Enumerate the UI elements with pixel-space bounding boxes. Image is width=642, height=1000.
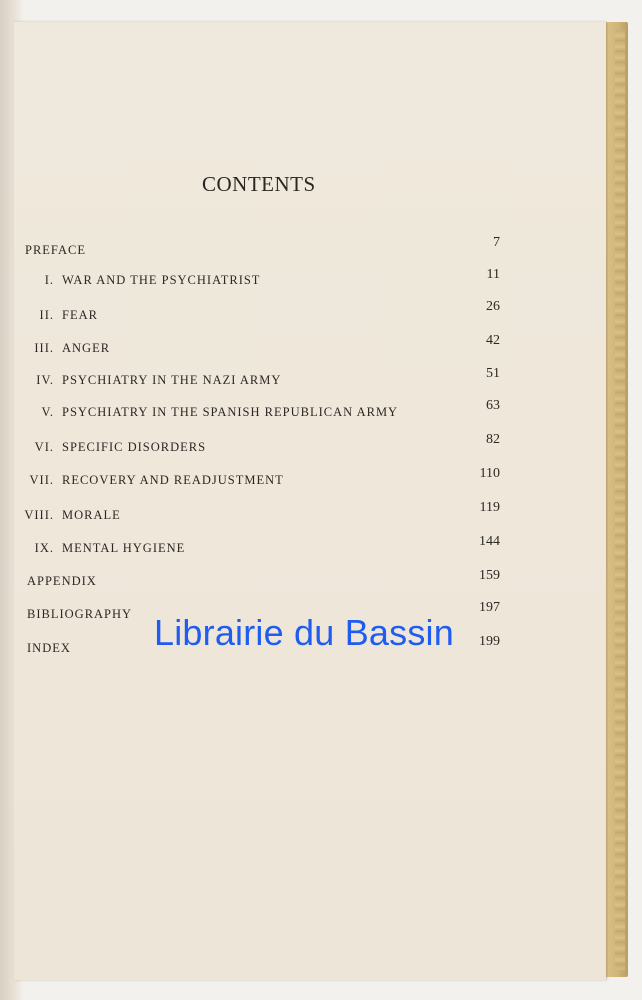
book-page [14, 22, 606, 980]
chapter-numeral: I. [44, 273, 54, 287]
seller-watermark: Librairie du Bassin [154, 612, 454, 653]
chapter-title: SPECIFIC DISORDERS [62, 440, 207, 454]
toc-label: BIBLIOGRAPHY [27, 607, 133, 621]
toc-page-number: 51 [486, 366, 500, 381]
toc-page-number: 63 [486, 398, 500, 413]
toc-label: INDEX [27, 641, 71, 655]
chapter-title: FEAR [62, 308, 98, 322]
toc-page-number: 199 [479, 634, 500, 649]
toc-page-number: 7 [493, 235, 500, 250]
toc-entry-chapter [14, 541, 185, 556]
toc-entry-chapter [14, 273, 260, 288]
toc-page-number: 26 [486, 299, 500, 314]
contents-heading: CONTENTS [202, 172, 316, 196]
chapter-title: PSYCHIATRY IN THE SPANISH REPUBLICAN ARMY [62, 405, 399, 419]
toc-page-number: 42 [486, 333, 500, 348]
chapter-title: MORALE [62, 508, 121, 522]
toc-page-number: 82 [486, 432, 500, 447]
toc-entry-appendix [27, 574, 97, 589]
toc-page-number: 110 [479, 466, 500, 481]
chapter-numeral: III. [34, 341, 54, 355]
toc-entry-index [27, 641, 71, 656]
book-cover-edge [615, 30, 625, 970]
chapter-numeral: VIII. [24, 508, 54, 522]
chapter-title: RECOVERY AND READJUSTMENT [62, 473, 284, 487]
toc-label: APPENDIX [27, 574, 97, 588]
toc-page-number: 197 [479, 600, 500, 615]
chapter-title: MENTAL HYGIENE [62, 541, 186, 555]
chapter-title: WAR AND THE PSYCHIATRIST [62, 273, 261, 287]
toc-entry-chapter [14, 473, 284, 488]
toc-entry-chapter [14, 508, 121, 523]
chapter-numeral: IX. [34, 541, 54, 555]
toc-entry-preface [25, 243, 86, 258]
chapter-numeral: II. [39, 308, 54, 322]
toc-page-number: 119 [479, 500, 500, 515]
chapter-title: PSYCHIATRY IN THE NAZI ARMY [62, 373, 282, 387]
chapter-title: ANGER [62, 341, 111, 355]
toc-page-number: 159 [479, 568, 500, 583]
toc-entry-chapter [14, 308, 98, 323]
toc-entry-bibliography [27, 607, 132, 622]
toc-entry-chapter [14, 341, 110, 356]
toc-entry-chapter [14, 373, 281, 388]
toc-entry-chapter [14, 405, 398, 420]
chapter-numeral: VII. [29, 473, 54, 487]
toc-entry-chapter [14, 440, 206, 455]
toc-page-number: 11 [486, 267, 500, 282]
chapter-numeral: V. [41, 405, 54, 419]
toc-page-number: 144 [479, 534, 500, 549]
chapter-numeral: IV. [36, 373, 54, 387]
toc-label: PREFACE [25, 243, 86, 257]
chapter-numeral: VI. [34, 440, 54, 454]
